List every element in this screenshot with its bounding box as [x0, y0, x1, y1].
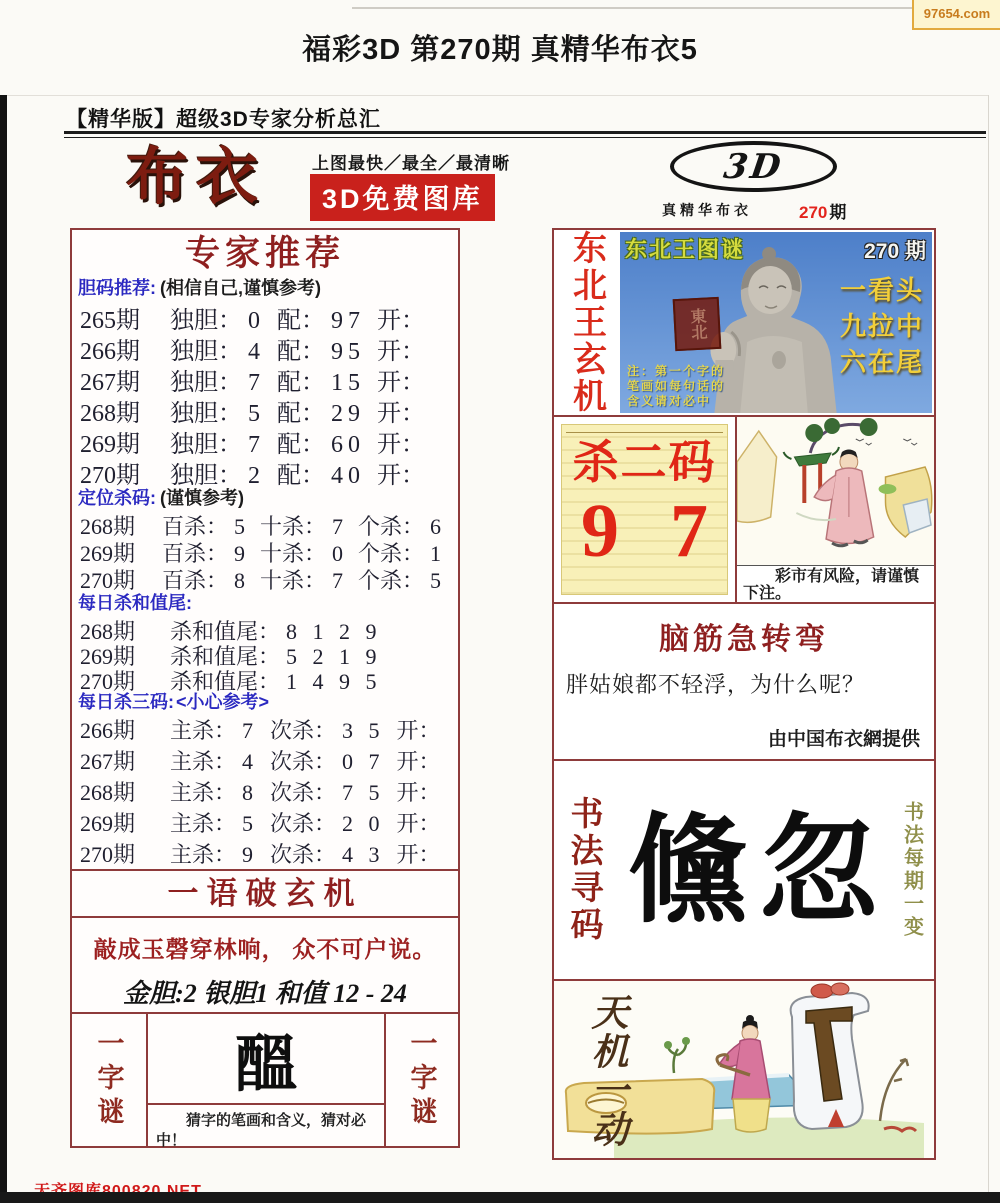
- table-row: 265期 独胆： 0 配： 97 开：: [80, 308, 425, 334]
- table-row: 270期 百杀： 8 十杀： 7 个杀： 5: [80, 568, 447, 593]
- scholar-painting-cell: [735, 417, 934, 602]
- table-row: 269期 主杀： 5 次杀： 2 0 开：: [80, 811, 441, 836]
- calligraphy-section: [554, 759, 934, 979]
- table-row: 268期 独胆： 5 配： 29 开：: [80, 401, 425, 427]
- calligraphy-label: 书法寻码: [566, 796, 604, 944]
- table-row: 266期 主杀： 7 次杀： 3 5 开：: [80, 718, 441, 743]
- scholar-illustration: [737, 417, 934, 565]
- table-row: 268期 百杀： 5 十杀： 7 个杀： 6: [80, 514, 447, 539]
- dongbei-king-section: [554, 230, 934, 415]
- site-watermark-badge[interactable]: 97654.com: [912, 0, 1000, 30]
- sanma-section-header: 每日杀三码: <小心参考>: [78, 692, 270, 712]
- picture-issue-number: 270 期: [864, 240, 926, 263]
- scan-bottom-bar: [0, 1192, 1000, 1203]
- table-row: 267期 独胆： 7 配： 15 开：: [80, 370, 425, 396]
- double-rule-bottom: [64, 137, 986, 138]
- gold-silver-dan-line: 金胆:2 银胆1 和值 12 - 24: [123, 979, 407, 1008]
- series-label: 真精华布衣: [662, 202, 752, 218]
- table-row: 270期 主杀： 9 次杀： 4 3 开：: [80, 842, 441, 867]
- scholar-painting: [737, 417, 934, 565]
- brand-tagline: 上图最快／最全／最清晰: [312, 154, 510, 173]
- brain-teaser-title: 脑筋急转弯: [659, 623, 829, 656]
- scan-edge-line: [988, 95, 989, 1192]
- tianji-calligraphy-label: 天机一动: [585, 993, 629, 1149]
- mystery-phrase-text: 敲成玉磬穿林响， 众不可户说。: [93, 937, 437, 962]
- tianji-section: [554, 979, 934, 1158]
- table-row: 269期 独胆： 7 配： 60 开：: [80, 432, 425, 458]
- picture-note: 注：第一个字的 笔画如每句话的 含义请对必中: [627, 364, 726, 408]
- dongbei-king-label: 东北王玄机: [567, 230, 606, 415]
- free-gallery-banner: 3D免费图库: [310, 174, 495, 221]
- riddle-center-cell: [148, 1014, 384, 1149]
- scan-artifact-line: [352, 7, 1000, 9]
- table-row: 270期 独胆： 2 配： 40 开：: [80, 463, 425, 489]
- content-divider: [7, 95, 989, 96]
- riddle-label-right: 一字谜: [384, 1014, 458, 1146]
- 3d-logo-text: 3D: [721, 146, 786, 187]
- brain-teaser-question: 胖姑娘都不轻浮，为什么呢？: [566, 672, 866, 697]
- calligraphy-char-2: 忽: [759, 800, 878, 939]
- riddle-label-left: 一字谜: [72, 1014, 148, 1146]
- 3d-ellipse-logo: [670, 141, 837, 192]
- issue-number: 270 期: [799, 203, 847, 222]
- buddha-picture: [620, 232, 932, 413]
- expert-title: 专家推荐: [184, 234, 345, 273]
- risk-warning-caption: 彩市有风险，请谨慎下注。: [737, 565, 934, 602]
- calligraphy-characters: [616, 761, 890, 979]
- kill-two-codes-card: [561, 424, 728, 595]
- kill-two-codes-section: [554, 415, 934, 602]
- riddle-caption: 猜字的笔画和含义，猜对必中！: [148, 1103, 384, 1151]
- kill-two-codes-title: 杀二码: [572, 437, 717, 488]
- dingwei-section-header: 定位杀码: (谨慎参考): [78, 488, 244, 508]
- mystery-phrase-title: 一语破玄机: [72, 869, 458, 918]
- table-row: 269期 杀和值尾： 5 2 1 9: [80, 644, 382, 669]
- table-row: 270期 杀和值尾： 1 4 9 5: [80, 669, 382, 694]
- calligraphy-char-1: 儵: [628, 800, 747, 939]
- edition-subtitle: 【精华版】超级3D专家分析总汇: [66, 108, 381, 131]
- riddle-character-area: [148, 1014, 384, 1103]
- page-title: 福彩3D 第270期 真精华布衣5: [302, 34, 698, 66]
- table-row: 267期 主杀： 4 次杀： 0 7 开：: [80, 749, 441, 774]
- table-row: 268期 杀和值尾： 8 1 2 9: [80, 619, 382, 644]
- expert-recommendation-panel: [70, 228, 460, 1148]
- provider-credit: 由中国布衣網提供: [767, 729, 920, 750]
- scan-edge-strip: [0, 95, 7, 1203]
- buyi-brand-logo: 布衣: [126, 140, 267, 213]
- table-row: 266期 独胆： 4 配： 95 开：: [80, 339, 425, 365]
- slogan-lines: 一看头 九拉中 六在尾: [839, 275, 924, 377]
- table-row: 268期 主杀： 8 次杀： 7 5 开：: [80, 780, 441, 805]
- picture-riddle-banner: 东北王图谜: [625, 237, 746, 262]
- red-seal-stamp: 東北: [673, 297, 722, 351]
- kill-two-codes-cell: [554, 417, 735, 602]
- calligraphy-note: 书法每期一变: [900, 801, 923, 939]
- double-rule-top: [64, 131, 986, 134]
- riddle-character: 醞: [234, 1027, 297, 1100]
- character-riddle-row: [72, 1012, 458, 1149]
- kill-two-codes-numbers: 9 7: [581, 489, 724, 573]
- danma-section-header: 胆码推荐: (相信自己,谨慎参考): [78, 278, 321, 298]
- mystery-panels-column: [552, 228, 936, 1160]
- brain-teaser-section: [554, 602, 934, 759]
- hewei-section-header: 每日杀和值尾:: [78, 593, 192, 613]
- table-row: 269期 百杀： 9 十杀： 0 个杀： 1: [80, 541, 447, 566]
